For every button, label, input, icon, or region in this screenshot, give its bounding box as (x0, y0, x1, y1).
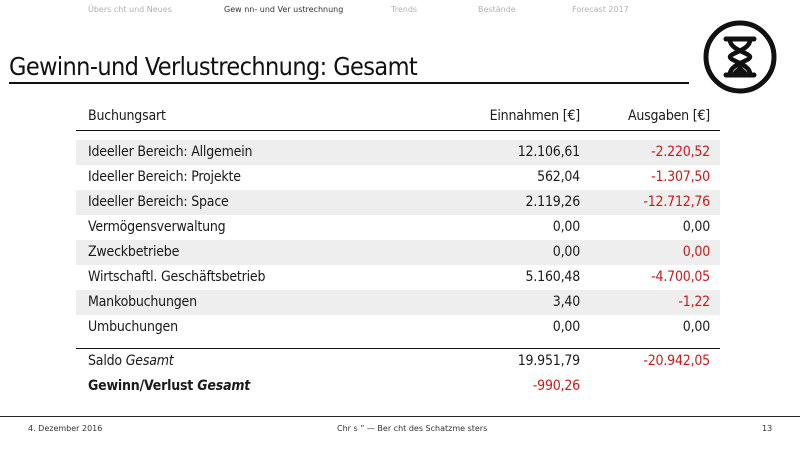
row-einnahmen: 12.106,61 (517, 144, 580, 160)
row-einnahmen: 0,00 (552, 244, 580, 260)
page-title: Gewinn-und Verlustrechnung: Gesamt (9, 52, 418, 81)
row-ausgaben: 0,00 (682, 219, 710, 235)
saldo-label-em: Gesamt (125, 353, 174, 369)
row-ausgaben: -12.712,76 (643, 194, 710, 210)
row-einnahmen: 2.119,26 (525, 194, 580, 210)
table-row (76, 290, 720, 315)
page-number: 13 (762, 424, 773, 433)
row-label: Zweckbetriebe (88, 244, 180, 260)
table-row (76, 190, 720, 215)
row-ausgaben: 0,00 (682, 319, 710, 335)
header-buchungsart: Buchungsart (88, 108, 166, 124)
hourglass-logo-icon (702, 19, 778, 95)
nav-item-forecast[interactable]: Forecast 2017 (572, 5, 629, 14)
result-row (76, 374, 720, 399)
row-label: Umbuchungen (88, 319, 178, 335)
table-header-row (76, 103, 720, 131)
row-label: Vermögensverwaltung (88, 219, 226, 235)
table-row (76, 215, 720, 240)
saldo-label-prefix: Saldo (88, 353, 126, 369)
row-ausgaben: -1,22 (678, 294, 710, 310)
row-label: Ideeller Bereich: Allgemein (88, 144, 253, 160)
row-ausgaben: 0,00 (682, 244, 710, 260)
nav-item-trends[interactable]: Trends (391, 5, 418, 14)
row-ausgaben: -4.700,05 (651, 269, 710, 285)
row-einnahmen: 5.160,48 (525, 269, 580, 285)
table-row (76, 140, 720, 165)
title-divider (9, 82, 689, 84)
result-label-em: Gesamt (197, 378, 251, 394)
row-label: Ideeller Bereich: Space (88, 194, 229, 210)
nav-item-uebersicht[interactable]: Übers cht und Neues (88, 5, 172, 14)
row-ausgaben: -2.220,52 (651, 144, 710, 160)
result-label-prefix: Gewinn/Verlust (88, 378, 198, 394)
footer-divider (0, 416, 800, 417)
row-einnahmen: 0,00 (552, 219, 580, 235)
footer-date: 4. Dezember 2016 (28, 424, 103, 433)
nav-item-bestaende[interactable]: Bestände (478, 5, 516, 14)
saldo-label (88, 349, 174, 374)
row-einnahmen: 0,00 (552, 319, 580, 335)
saldo-row (76, 348, 720, 374)
row-einnahmen: 562,04 (537, 169, 580, 185)
saldo-einnahmen: 19.951,79 (517, 353, 580, 369)
table-row (76, 240, 720, 265)
footer-title: Chr s ” — Ber cht des Schatzme sters (337, 424, 488, 433)
row-einnahmen: 3,40 (552, 294, 580, 310)
saldo-ausgaben: -20.942,05 (643, 353, 710, 369)
top-navigation (0, 5, 800, 19)
nav-item-gewinn-verlust[interactable]: Gew nn- und Ver ustrechnung (224, 5, 344, 14)
row-ausgaben: -1.307,50 (651, 169, 710, 185)
result-value: -990,26 (532, 378, 580, 394)
row-label: Mankobuchungen (88, 294, 197, 310)
gv-table (76, 103, 720, 399)
header-ausgaben: Ausgaben [€] (627, 108, 710, 124)
row-label: Wirtschaftl. Geschäftsbetrieb (88, 269, 266, 285)
table-row (76, 265, 720, 290)
table-row (76, 165, 720, 190)
row-label: Ideeller Bereich: Projekte (88, 169, 241, 185)
header-einnahmen: Einnahmen [€] (489, 108, 580, 124)
result-label (88, 374, 250, 399)
table-row (76, 315, 720, 340)
